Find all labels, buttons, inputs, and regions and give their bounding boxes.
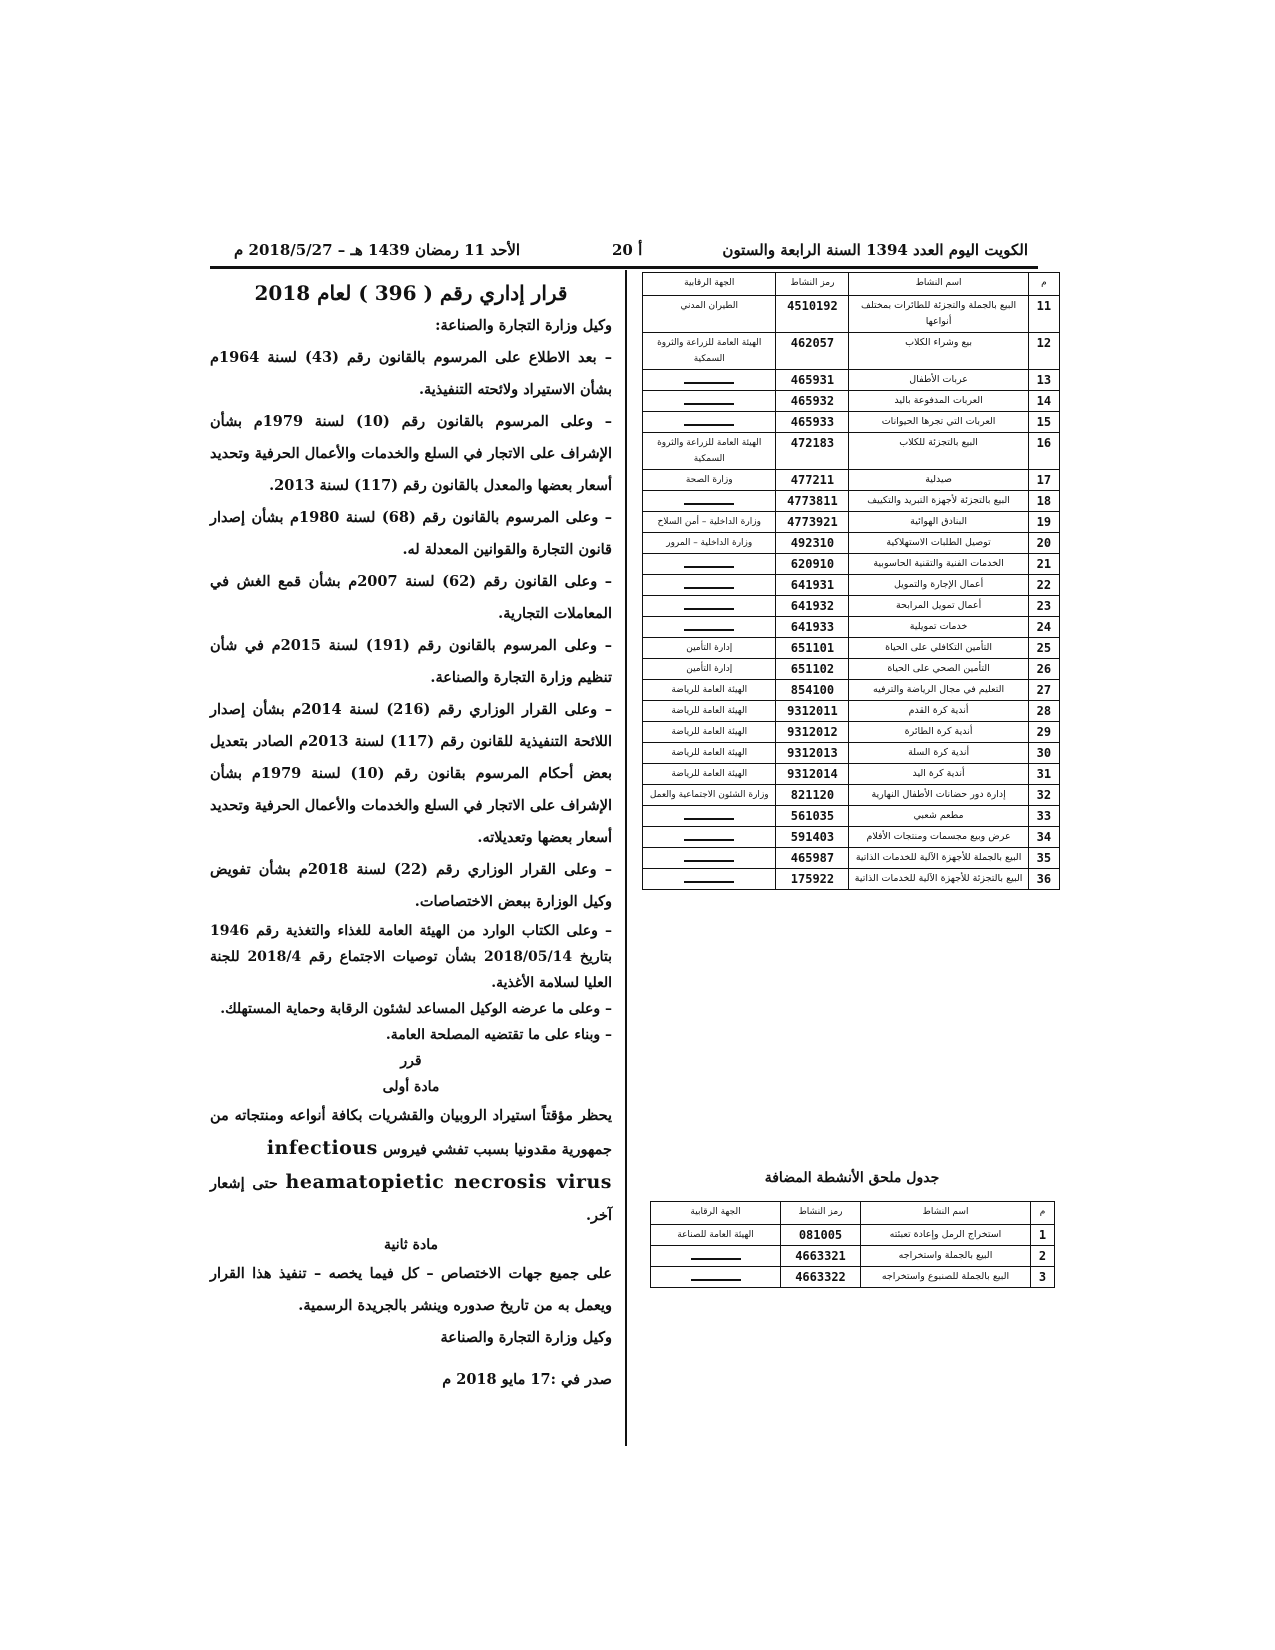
activity-name: مطعم شعبي <box>849 806 1028 827</box>
activity-code: 651101 <box>776 638 849 659</box>
regulatory-authority <box>643 491 776 512</box>
table-row <box>643 764 1060 785</box>
table-row <box>643 491 1060 512</box>
table-row <box>643 512 1060 533</box>
row-number: 16 <box>1028 433 1059 470</box>
regulatory-authority: الهيئة العامة للرياضة <box>643 743 776 764</box>
activity-name: أندية كرة القدم <box>849 701 1028 722</box>
table-row <box>643 575 1060 596</box>
activity-name: البيع بالتجزئة للأجهزة الآلية للخدمات الذاتية <box>849 869 1028 890</box>
regulatory-authority: الهيئة العامة للرياضة <box>643 680 776 701</box>
dash-mark <box>684 566 734 568</box>
activity-name: أعمال الإجارة والتمويل <box>849 575 1028 596</box>
table-row <box>643 722 1060 743</box>
activity-code: 641932 <box>776 596 849 617</box>
activity-code: 9312012 <box>776 722 849 743</box>
activity-name: البنادق الهوائية <box>849 512 1028 533</box>
activity-name: بيع وشراء الكلاب <box>849 333 1028 370</box>
regulatory-authority: الهيئة العامة للرياضة <box>643 701 776 722</box>
activity-name: إدارة دور حضانات الأطفال النهارية <box>849 785 1028 806</box>
activity-name: أعمال تمويل المرابحة <box>849 596 1028 617</box>
row-number: 29 <box>1028 722 1059 743</box>
clause: – وعلى القانون رقم (62) لسنة 2007م بشأن قمع الغش في المعاملات التجارية. <box>210 573 612 622</box>
table-row <box>643 470 1060 491</box>
row-number: 3 <box>1031 1267 1055 1288</box>
table-header-row <box>651 1202 1055 1225</box>
activity-code: 465933 <box>776 412 849 433</box>
dash-mark <box>684 382 734 384</box>
virus-name-line-2: heamatopietic necrosis virus <box>285 1171 612 1193</box>
activity-code: 472183 <box>776 433 849 470</box>
clause: – بعد الاطلاع على المرسوم بالقانون رقم (43) لسنة 1964م بشأن الاستيراد ولائحته التنفيذية. <box>210 349 612 398</box>
activity-name: خدمات تمويلية <box>849 617 1028 638</box>
regulatory-authority: الهيئة العامة للزراعة والثروة السمكية <box>643 433 776 470</box>
row-number: 35 <box>1028 848 1059 869</box>
regulatory-authority <box>651 1267 781 1288</box>
row-number: 34 <box>1028 827 1059 848</box>
activity-code: 465987 <box>776 848 849 869</box>
header-authority: الجهة الرقابية <box>651 1202 781 1225</box>
row-number: 32 <box>1028 785 1059 806</box>
activity-code: 492310 <box>776 533 849 554</box>
activity-name: عرض وبيع مجسمات ومنتجات الأفلام <box>849 827 1028 848</box>
regulatory-authority <box>643 848 776 869</box>
regulatory-authority: وزارة الداخلية – أمن السلاح <box>643 512 776 533</box>
table-row <box>643 333 1060 370</box>
table-row <box>643 743 1060 764</box>
table-row <box>643 827 1060 848</box>
activity-code: 641933 <box>776 617 849 638</box>
row-number: 22 <box>1028 575 1059 596</box>
dash-mark <box>691 1279 741 1281</box>
row-number: 28 <box>1028 701 1059 722</box>
activity-code: 4663321 <box>781 1246 861 1267</box>
regulatory-authority <box>643 391 776 412</box>
table-row <box>643 785 1060 806</box>
table-row <box>643 412 1060 433</box>
activity-code: 4773811 <box>776 491 849 512</box>
dash-mark <box>684 629 734 631</box>
dash-mark <box>684 881 734 883</box>
header-authority: الجهة الرقابية <box>643 273 776 296</box>
article-1-body: يحظر مؤقتاً استيراد الروبيان والقشريات بكافة أنواعه ومنتجاته من جمهورية مقدونيا بسبب تفشي فيروس <box>210 1107 612 1158</box>
activity-name: العربات التي تجرها الحيوانات <box>849 412 1028 433</box>
activity-code: 175922 <box>776 869 849 890</box>
table-row <box>651 1246 1055 1267</box>
activity-code: 4773921 <box>776 512 849 533</box>
activity-code: 465932 <box>776 391 849 412</box>
appendix-table <box>650 1201 1055 1288</box>
article-1-title: مادة أولى <box>382 1079 440 1095</box>
clause: – وعلى المرسوم بالقانون رقم (191) لسنة 2015م في شأن تنظيم وزارة التجارة والصناعة. <box>210 637 612 686</box>
row-number: 30 <box>1028 743 1059 764</box>
clause: – وعلى القرار الوزاري رقم (216) لسنة 2014م بشأن إصدار اللائحة التنفيذية للقانون رقم (117) لسنة 2013م الصادر بتعديل بعض أحكام المرسوم بقانون رقم (10) لسنة 1979م بشأن الإشراف على الاتجار في السلع والخدمات والأعمال الحرفية وتحديد أسعار بعضها وتعديلاته. <box>210 701 613 846</box>
table-row <box>643 638 1060 659</box>
clause: – وعلى الكتاب الوارد من الهيئة العامة للغذاء والتغذية رقم 1946 بتاريخ 2018/05/14 بشأن توصيات الاجتماع رقم 2018/4 للجنة العليا لسلامة الأغذية. <box>210 923 612 991</box>
activity-name: توصيل الطلبات الاستهلاكية <box>849 533 1028 554</box>
activity-code: 462057 <box>776 333 849 370</box>
activity-name: البيع بالجملة للصنبوع واستخراجه <box>861 1267 1031 1288</box>
table-row <box>643 391 1060 412</box>
clause: – وعلى المرسوم بالقانون رقم (68) لسنة 1980م بشأن إصدار قانون التجارة والقوانين المعدلة له. <box>210 509 612 558</box>
activity-name: أندية كرة الطائرة <box>849 722 1028 743</box>
dash-mark <box>684 503 734 505</box>
row-number: 15 <box>1028 412 1059 433</box>
article-1-text <box>210 1100 612 1232</box>
table-row <box>651 1267 1055 1288</box>
regulatory-authority <box>643 596 776 617</box>
activity-name: البيع بالتجزئة للكلاب <box>849 433 1028 470</box>
table-row <box>643 596 1060 617</box>
issue-date: الأحد 11 رمضان 1439 هـ – 2018/5/27 م <box>234 241 521 259</box>
activity-code: 641931 <box>776 575 849 596</box>
clause: – وعلى القرار الوزاري رقم (22) لسنة 2018م بشأن تفويض وكيل الوزارة ببعض الاختصاصات. <box>210 861 612 910</box>
virus-name-line-1: infectious <box>266 1137 378 1159</box>
regulatory-authority: إدارة التأمين <box>643 659 776 680</box>
activity-code: 081005 <box>781 1225 861 1246</box>
activity-name: أندية كرة اليد <box>849 764 1028 785</box>
row-number: 17 <box>1028 470 1059 491</box>
header-no: م <box>1031 1202 1055 1225</box>
activity-name: البيع بالجملة والتجزئة للطائرات بمختلف أنواعها <box>849 296 1028 333</box>
row-number: 26 <box>1028 659 1059 680</box>
table-row <box>643 533 1060 554</box>
regulatory-authority: الهيئة العامة للرياضة <box>643 764 776 785</box>
header-activity-code: رمز النشاط <box>781 1202 861 1225</box>
activity-name: استخراج الرمل وإعادة تعبئته <box>861 1225 1031 1246</box>
regulatory-authority: وزارة الداخلية – المرور <box>643 533 776 554</box>
activities-table <box>642 272 1060 890</box>
regulatory-authority: الطيران المدني <box>643 296 776 333</box>
regulatory-authority <box>643 370 776 391</box>
dash-mark <box>684 587 734 589</box>
table-header-row <box>643 273 1060 296</box>
regulatory-authority <box>643 806 776 827</box>
column-divider <box>625 270 627 1446</box>
regulatory-authority: إدارة التأمين <box>643 638 776 659</box>
regulatory-authority <box>651 1246 781 1267</box>
regulatory-authority <box>643 554 776 575</box>
article-2-title: مادة ثانية <box>384 1237 438 1253</box>
activity-name: عربات الأطفال <box>849 370 1028 391</box>
activity-name: البيع بالجملة واستخراجه <box>861 1246 1031 1267</box>
row-number: 11 <box>1028 296 1059 333</box>
activity-name: البيع بالتجزئة لأجهزة التبريد والتكييف <box>849 491 1028 512</box>
activity-name: الخدمات الفنية والتقنية الحاسوبية <box>849 554 1028 575</box>
table-row <box>643 433 1060 470</box>
clause: – وبناء على ما تقتضيه المصلحة العامة. <box>385 1027 612 1043</box>
dash-mark <box>684 839 734 841</box>
page-number: أ 20 <box>612 241 643 259</box>
row-number: 23 <box>1028 596 1059 617</box>
dash-mark <box>684 818 734 820</box>
header-divider <box>210 266 1038 269</box>
regulatory-authority <box>643 575 776 596</box>
header-activity-code: رمز النشاط <box>776 273 849 296</box>
regulatory-authority <box>643 869 776 890</box>
activity-code: 9312014 <box>776 764 849 785</box>
regulatory-authority <box>643 617 776 638</box>
activity-name: التأمين الصحي على الحياة <box>849 659 1028 680</box>
activity-name: صيدلية <box>849 470 1028 491</box>
activity-code: 854100 <box>776 680 849 701</box>
table-row <box>643 869 1060 890</box>
decree-title: قرار إداري رقم ( 396 ) لعام 2018 <box>254 281 568 305</box>
table-row <box>643 296 1060 333</box>
table-row <box>643 680 1060 701</box>
activity-code: 591403 <box>776 827 849 848</box>
activity-code: 620910 <box>776 554 849 575</box>
issue-statement: صدر في :17 مايو 2018 م <box>442 1371 612 1388</box>
clause: – وعلى ما عرضه الوكيل المساعد لشئون الرقابة وحماية المستهلك. <box>220 1001 612 1017</box>
row-number: 24 <box>1028 617 1059 638</box>
dash-mark <box>684 860 734 862</box>
appendix-title: جدول ملحق الأنشطة المضافة <box>764 1170 940 1186</box>
decided-label: قرر <box>400 1053 422 1069</box>
header-activity-name: اسم النشاط <box>861 1202 1031 1225</box>
activity-name: التعليم في مجال الرياضة والترفيه <box>849 680 1028 701</box>
decree-intro: وكيل وزارة التجارة والصناعة: <box>435 317 612 334</box>
row-number: 19 <box>1028 512 1059 533</box>
table-row <box>643 659 1060 680</box>
clause: – وعلى المرسوم بالقانون رقم (10) لسنة 1979م بشأن الإشراف على الاتجار في السلع والخدمات والأعمال الحرفية وتحديد أسعار بعضها والمعدل بالقانون رقم (117) لسنة 2013. <box>210 413 612 494</box>
activity-name: أندية كرة السلة <box>849 743 1028 764</box>
activity-code: 465931 <box>776 370 849 391</box>
regulatory-authority: وزارة الصحة <box>643 470 776 491</box>
regulatory-authority: وزارة الشئون الاجتماعية والعمل <box>643 785 776 806</box>
table-row <box>643 701 1060 722</box>
row-number: 36 <box>1028 869 1059 890</box>
activity-name: العربات المدفوعة باليد <box>849 391 1028 412</box>
dash-mark <box>684 608 734 610</box>
table-row <box>643 617 1060 638</box>
table-row <box>643 848 1060 869</box>
activity-name: التأمين التكافلي على الحياة <box>849 638 1028 659</box>
row-number: 13 <box>1028 370 1059 391</box>
activity-code: 4510192 <box>776 296 849 333</box>
activity-code: 9312013 <box>776 743 849 764</box>
regulatory-authority: الهيئة العامة للصناعة <box>651 1225 781 1246</box>
activity-code: 821120 <box>776 785 849 806</box>
row-number: 21 <box>1028 554 1059 575</box>
row-number: 27 <box>1028 680 1059 701</box>
article-1-tail: حتى إشعار آخر. <box>210 1175 612 1224</box>
activity-code: 561035 <box>776 806 849 827</box>
regulatory-authority: الهيئة العامة للرياضة <box>643 722 776 743</box>
signatory: وكيل وزارة التجارة والصناعة <box>440 1329 612 1346</box>
regulatory-authority <box>643 412 776 433</box>
activity-code: 477211 <box>776 470 849 491</box>
activity-name: البيع بالجملة للأجهزة الآلية للخدمات الذاتية <box>849 848 1028 869</box>
dash-mark <box>684 403 734 405</box>
regulatory-authority <box>643 827 776 848</box>
activity-code: 9312011 <box>776 701 849 722</box>
row-number: 1 <box>1031 1225 1055 1246</box>
row-number: 25 <box>1028 638 1059 659</box>
table-row <box>643 370 1060 391</box>
article-2-text: على جميع جهات الاختصاص – كل فيما يخصه – تنفيذ هذا القرار ويعمل به من تاريخ صدوره وينشر بالجريدة الرسمية. <box>210 1265 612 1314</box>
row-number: 12 <box>1028 333 1059 370</box>
table-row <box>643 554 1060 575</box>
dash-mark <box>684 424 734 426</box>
table-row <box>651 1225 1055 1246</box>
table-row <box>643 806 1060 827</box>
activity-code: 651102 <box>776 659 849 680</box>
gazette-issue-info: الكويت اليوم العدد 1394 السنة الرابعة والستون <box>722 241 1028 259</box>
row-number: 20 <box>1028 533 1059 554</box>
row-number: 2 <box>1031 1246 1055 1267</box>
row-number: 31 <box>1028 764 1059 785</box>
row-number: 18 <box>1028 491 1059 512</box>
header-activity-name: اسم النشاط <box>849 273 1028 296</box>
header-no: م <box>1028 273 1059 296</box>
row-number: 14 <box>1028 391 1059 412</box>
decree-column <box>210 278 612 1396</box>
dash-mark <box>691 1258 741 1260</box>
row-number: 33 <box>1028 806 1059 827</box>
activity-code: 4663322 <box>781 1267 861 1288</box>
regulatory-authority: الهيئة العامة للزراعة والثروة السمكية <box>643 333 776 370</box>
